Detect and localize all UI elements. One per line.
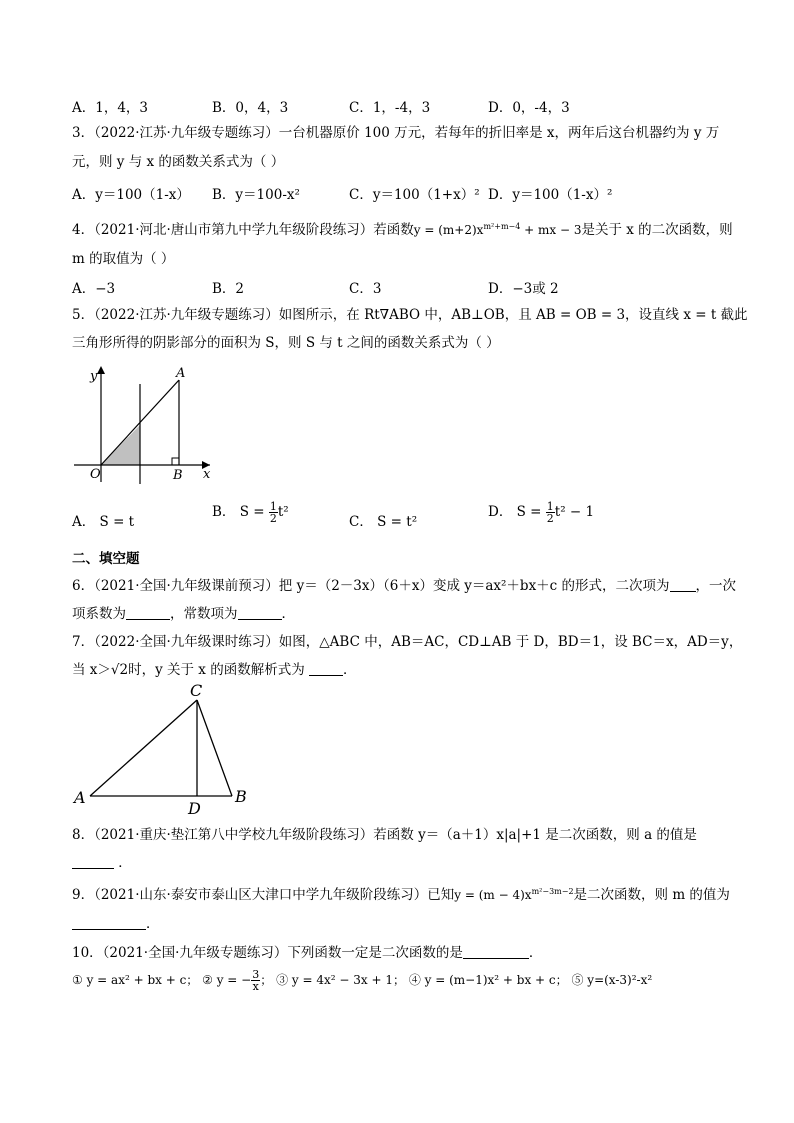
q7-triangle-graph <box>70 678 250 818</box>
q4-prefix: 4．（2021·河北·唐山市第九中学九年级阶段练习）若函数 <box>72 222 414 238</box>
q3-option-d: D．y＝100（1-x）² <box>488 187 613 203</box>
q7-label-b: B <box>235 787 247 806</box>
q10-stem-line1: 10．（2021·全国·九年级专题练习）下列函数一定是二次函数的是 ． <box>72 945 543 961</box>
section-title-fill-in: 二、填空题 <box>72 551 140 567</box>
q6-blank-constant[interactable] <box>238 605 282 620</box>
q10-option-1: ① y = ax² + bx + c； <box>72 973 199 987</box>
q5-label-o: O <box>90 467 101 482</box>
q7-label-d: D <box>188 799 201 818</box>
q7-label-c: C <box>190 681 203 700</box>
q5-stem-line2: 三角形所得的阴影部分的面积为 S，则 S 与 t 之间的函数关系式为（ ） <box>72 335 500 351</box>
q7-label-a: A <box>74 788 86 807</box>
q4-stem-line2: m 的取值为（ ） <box>72 251 175 267</box>
q7-blank-answer[interactable] <box>309 661 343 676</box>
q3-stem-line1: 3．（2022·江苏·九年级专题练习）一台机器原价 100 万元，若每年的折旧率是 x，两年后这台机器约为 y 万 <box>72 125 720 141</box>
q6-blank-quadratic[interactable] <box>670 577 696 592</box>
q5-option-a: A． S = t <box>72 514 135 530</box>
q5-option-c: C． S = t² <box>349 514 418 530</box>
q10-blank-answer[interactable] <box>463 944 529 959</box>
q4-option-b: B．2 <box>212 281 245 297</box>
q2-option-a: A．1，4，3 <box>72 100 149 116</box>
q8-stem-line1: 8．（2021·重庆·垫江第八中学校九年级阶段练习）若函数 y＝（a＋1）x|a|+1 是二次函数，则 a 的值是 <box>72 827 697 843</box>
q9-blank-answer[interactable] <box>72 915 146 930</box>
q10-options-line <box>72 969 652 992</box>
q5-option-b: B． S = $\frac{1}{2}$ t² <box>212 500 289 525</box>
q9-stem-line2: ． <box>72 912 160 932</box>
q4-option-d: D．−3或 2 <box>488 281 559 297</box>
q10-option-2: ② y = − $\frac{3}{x}$ ； <box>202 968 273 993</box>
q3-option-c: C．y＝100（1+x）² <box>349 187 480 203</box>
q10-option-2-fraction: $\frac{3}{x}$ <box>252 968 260 993</box>
q5-right-angle-mark <box>172 458 179 465</box>
q5-label-b: B <box>173 468 183 483</box>
q5-option-b-fraction: $\frac{1}{2}$ <box>269 500 277 525</box>
q2-option-b: B．0，4，3 <box>212 100 289 116</box>
q9-stem-line1: 9．（2021·山东·泰安市泰山区大津口中学九年级阶段练习）已知$y = (m - 4)x^{m^2-3m-2}$是二次函数，则 m 的值为 <box>72 887 730 903</box>
q5-y-arrow-icon <box>97 366 105 374</box>
q3-option-a: A．y＝100（1-x） <box>72 187 190 203</box>
q4-suffix: 是关于 x 的二次函数，则 <box>581 222 733 238</box>
q4-option-a: A．−3 <box>72 281 116 297</box>
q2-option-d: D．0，-4，3 <box>488 100 570 116</box>
q5-label-y: y <box>90 369 98 384</box>
q5-stem-line1: 5．（2022·江苏·九年级专题练习）如图所示，在 Rt∇ABO 中，AB⊥OB，且 AB = OB = 3，设直线 x = t 截此 <box>72 307 748 323</box>
q7-side-BC <box>197 700 232 796</box>
q5-triangle-graph <box>70 362 220 488</box>
q10-option-4: ④ y = (m−1)x² + bx + c； <box>408 973 568 987</box>
q4-option-c: C．3 <box>349 281 382 297</box>
q6-stem-line2: 项系数为 ，常数项为 ． <box>72 606 295 622</box>
q8-stem-line2: ． <box>72 851 132 871</box>
q7-stem-line2: 当 x＞√2时，y 关于 x 的函数解析式为 ． <box>72 662 357 678</box>
q5-label-x: x <box>203 467 211 482</box>
q10-option-3: ③ y = 4x² − 3x + 1； <box>276 973 405 987</box>
q4-formula: $y = (m+2)x^{m^2+m-4}$ + mx − 3 <box>413 222 582 237</box>
q9-formula: $y = (m - 4)x^{m^2-3m-2}$ <box>454 887 574 902</box>
q7-stem-line1: 7．（2022·全国·九年级课时练习）如图，△ABC 中，AB＝AC，CD⊥AB 于 D，BD＝1，设 BC＝x，AD＝y， <box>72 634 743 650</box>
q6-stem-line1: 6．（2021·全国·九年级课前预习）把 y＝（2－3x）（6＋x）变成 y＝ax²＋bx＋c 的形式，二次项为 ，一次 <box>72 578 737 594</box>
q7-side-AC <box>90 700 197 796</box>
q6-blank-linear-coef[interactable] <box>126 605 170 620</box>
q5-option-d: D． S = $\frac{1}{2}$ t² − 1 <box>488 500 595 525</box>
q5-option-d-fraction: $\frac{1}{2}$ <box>546 500 554 525</box>
q3-option-b: B．y＝100-x² <box>212 187 300 203</box>
q2-option-c: C．1，-4，3 <box>349 100 431 116</box>
q10-option-5: ⑤ y=(x-3)²-x² <box>571 973 653 987</box>
q5-label-a: A <box>176 366 186 381</box>
q4-stem-line1 <box>72 218 733 238</box>
q3-stem-line2: 元，则 y 与 x 的函数关系式为（ ） <box>72 154 285 170</box>
q8-blank-answer[interactable] <box>72 854 114 869</box>
